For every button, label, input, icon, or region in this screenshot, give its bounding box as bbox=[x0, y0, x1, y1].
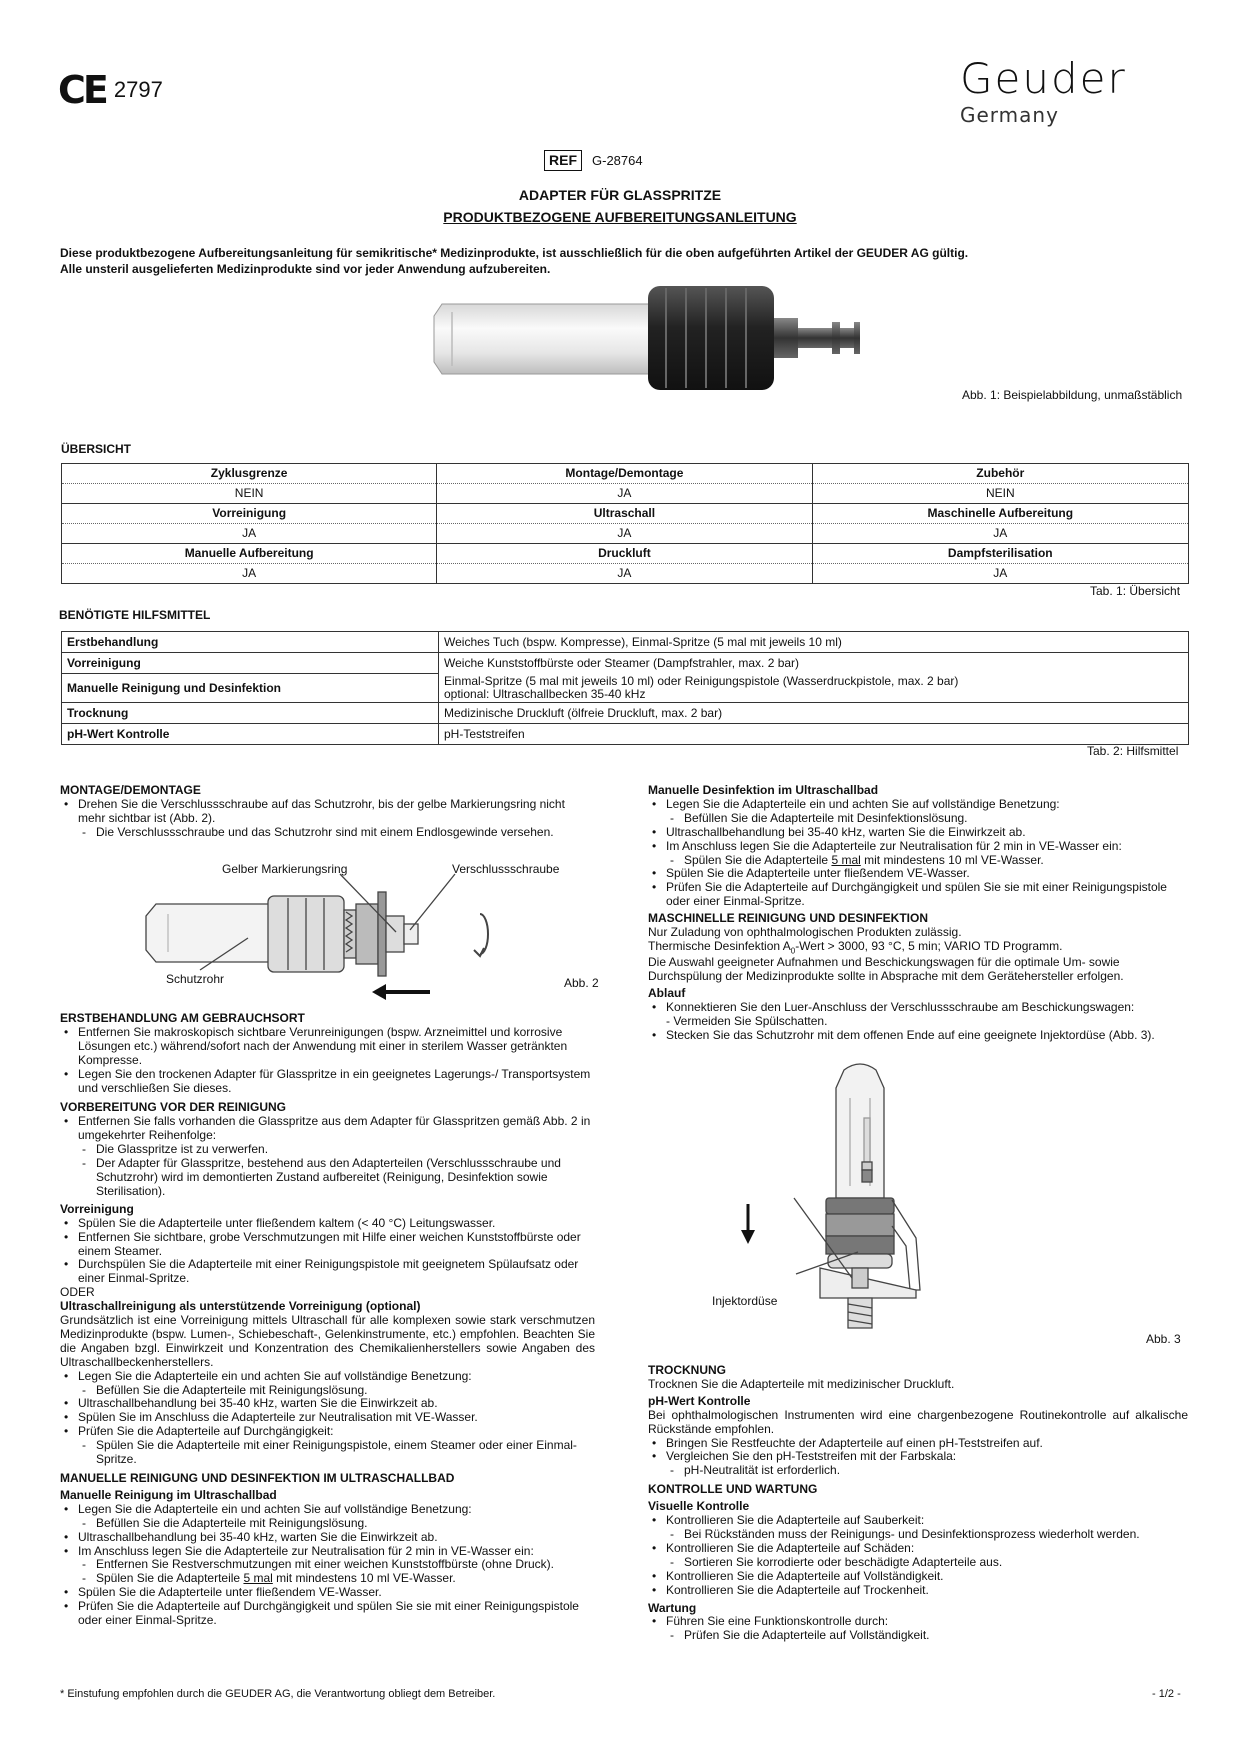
label-yellow-ring: Gelber Markierungsring bbox=[222, 862, 348, 876]
list-item: • Im Anschluss legen Sie die Adapterteile zur Neutralisation für 2 min in VE-Wasser ein: bbox=[666, 840, 1188, 854]
table-header-cell: Druckluft bbox=[437, 544, 812, 564]
list-item: - Der Adapter für Glasspritze, bestehend aus den Adapterteilen (Verschlussschraube und Schutzrohr) wird im demontierten Zustand aufbereitet (Reinigung, Desinfektion sowie Sterilisation). bbox=[78, 1157, 595, 1199]
list-item: • Konnektieren Sie den Luer-Anschluss der Verschlussschraube am Beschickungswagen: bbox=[666, 1001, 1188, 1015]
list-item: • Führen Sie eine Funktionskontrolle durch: bbox=[666, 1615, 1188, 1629]
table-cell: JA bbox=[62, 524, 437, 544]
figure-3 bbox=[712, 1058, 1190, 1348]
table-row bbox=[62, 524, 1189, 544]
list-item: • Spülen Sie die Adapterteile unter fließendem VE-Wasser. bbox=[666, 867, 1188, 881]
table-row bbox=[62, 564, 1189, 584]
overview-heading: ÜBERSICHT bbox=[61, 442, 132, 456]
list-item: • Kontrollieren Sie die Adapterteile auf Schäden: bbox=[666, 1542, 1188, 1556]
paragraph bbox=[648, 940, 1188, 956]
table-cell: Medizinische Druckluft (ölfreie Druckluft, max. 2 bar) bbox=[439, 702, 1189, 723]
subscript: 0 bbox=[790, 946, 796, 956]
document-subtitle: PRODUKTBEZOGENE AUFBEREITUNGSANLEITUNG bbox=[443, 209, 797, 225]
table-cell: JA bbox=[812, 524, 1188, 544]
list-item: • Kontrollieren Sie die Adapterteile auf Sauberkeit: bbox=[666, 1514, 1188, 1528]
list-item bbox=[78, 1572, 595, 1586]
list-item: • Spülen Sie im Anschluss die Adapterteile zur Neutralisation mit VE-Wasser. bbox=[78, 1411, 595, 1425]
section-heading: MASCHINELLE REINIGUNG UND DESINFEKTION bbox=[648, 911, 929, 926]
paragraph: Trocknen Sie die Adapterteile mit medizinischer Druckluft. bbox=[648, 1376, 955, 1391]
intro-line-2: Alle unsteril ausgelieferten Medizinprodukte sind vor jeder Anwendung aufzubereiten. bbox=[60, 261, 551, 276]
list-item: • Spülen Sie die Adapterteile unter fließendem VE-Wasser. bbox=[78, 1586, 595, 1600]
text-segment: mit mindestens 10 ml VE-Wasser. bbox=[272, 1571, 456, 1586]
page-number: - 1/2 - bbox=[1152, 1688, 1181, 1700]
text-segment: Spülen Sie die Adapterteile bbox=[684, 852, 832, 867]
subsection-heading: Visuelle Kontrolle bbox=[648, 1499, 750, 1514]
underlined-text: 5 mal bbox=[831, 852, 861, 867]
figure-3-caption: Abb. 3 bbox=[1146, 1332, 1181, 1346]
text-segment: Spülen Sie die Adapterteile bbox=[96, 1571, 244, 1586]
list-item: • Ultraschallbehandlung bei 35-40 kHz, warten Sie die Einwirkzeit ab. bbox=[666, 826, 1188, 840]
label-tube: Schutzrohr bbox=[166, 972, 225, 986]
figure-1-caption: Abb. 1: Beispielabbildung, unmaßstäblich bbox=[962, 388, 1183, 402]
list-item: • Legen Sie die Adapterteile ein und achten Sie auf vollständige Benetzung: bbox=[666, 798, 1188, 812]
subsection-heading: Manuelle Reinigung im Ultraschallbad bbox=[60, 1487, 277, 1502]
text-segment: -Wert > 3000, 93 °C, 5 min; VARIO TD Programm. bbox=[795, 938, 1063, 953]
paragraph: Die Auswahl geeigneter Aufnahmen und Beschickungswagen für die optimale Um- sowie Durchspülung der Medizinprodukte sollte in Absprache mit dem Gerätehersteller erfolgen. bbox=[648, 954, 1124, 983]
list-item: • Vergleichen Sie den pH-Teststreifen mit der Farbskala: bbox=[666, 1450, 1188, 1464]
aids-value-line: Einmal-Spritze (5 mal mit jeweils 10 ml) oder Reinigungspistole (Wasserdruckpistole, max. 2 bar) bbox=[444, 673, 959, 688]
label-screw: Verschlussschraube bbox=[452, 862, 560, 876]
ce-marking bbox=[58, 68, 163, 113]
table-cell: JA bbox=[812, 564, 1188, 584]
list-item: • Legen Sie den trockenen Adapter für Glasspritze in ein geeignetes Lagerungs-/ Transportsystem und verschließen Sie dieses. bbox=[78, 1068, 595, 1096]
list-item: - Bei Rückständen muss der Reinigungs- und Desinfektionsprozess wiederholt werden. bbox=[666, 1528, 1188, 1542]
overview-table bbox=[61, 463, 1189, 584]
table-cell: JA bbox=[437, 524, 812, 544]
table-cell: Trocknung bbox=[62, 702, 439, 723]
list-item: • Legen Sie die Adapterteile ein und achten Sie auf vollständige Benetzung: bbox=[78, 1503, 595, 1517]
table-header-cell: Maschinelle Aufbereitung bbox=[812, 504, 1188, 524]
aids-heading: BENÖTIGTE HILFSMITTEL bbox=[59, 608, 211, 622]
table-cell: Vorreinigung bbox=[62, 653, 439, 674]
table-cell: NEIN bbox=[62, 484, 437, 504]
geuder-logo bbox=[960, 54, 1127, 127]
text-segment: Thermische Desinfektion A bbox=[648, 938, 791, 953]
ce-mark: CE bbox=[58, 68, 106, 112]
list-item: • Ultraschallbehandlung bei 35-40 kHz, warten Sie die Einwirkzeit ab. bbox=[78, 1531, 595, 1545]
list-item: • Kontrollieren Sie die Adapterteile auf Vollständigkeit. bbox=[666, 1570, 1188, 1584]
list-item: • Prüfen Sie die Adapterteile auf Durchgängigkeit: bbox=[78, 1425, 595, 1439]
adapter-product-image bbox=[430, 282, 870, 392]
section-heading: MANUELLE REINIGUNG UND DESINFEKTION IM ULTRASCHALLBAD bbox=[60, 1471, 455, 1485]
intro-line-1: Diese produktbezogene Aufbereitungsanleitung für semikritische* Medizinprodukte, ist ausschließlich für die oben aufgeführten Artikel der GEUDER AG gültig. bbox=[60, 246, 969, 260]
right-column-lower bbox=[648, 1364, 1188, 1643]
intro-text bbox=[60, 246, 1190, 277]
subsection-heading: Manuelle Desinfektion im Ultraschallbad bbox=[648, 783, 879, 797]
table-header-row bbox=[62, 464, 1189, 484]
section-heading: ERSTBEHANDLUNG AM GEBRAUCHSORT bbox=[60, 1011, 305, 1025]
table-header-cell: Manuelle Aufbereitung bbox=[62, 544, 437, 564]
logo-name: Geuder bbox=[960, 54, 1127, 103]
list-item: - Entfernen Sie Restverschmutzungen mit einer weichen Kunststoffbürste (ohne Druck). bbox=[78, 1558, 595, 1572]
section-heading: VORBEREITUNG VOR DER REINIGUNG bbox=[60, 1100, 287, 1115]
footnote: * Einstufung empfohlen durch die GEUDER AG, die Verantwortung obliegt dem Betreiber. bbox=[60, 1688, 496, 1700]
list-item: • Entfernen Sie makroskopisch sichtbare Verunreinigungen (bspw. Arzneimittel und korrosive Lösungen etc.) während/sofort nach der Anwendung mit einer in sterilem Wasser getränkten Kompresse. bbox=[78, 1026, 595, 1068]
paragraph: Bei ophthalmologischen Instrumenten wird eine chargenbezogene Routinekontrolle auf alkalische Rückstände empfohlen. bbox=[648, 1407, 1188, 1436]
list-item: - Befüllen Sie die Adapterteile mit Reinigungslösung. bbox=[78, 1384, 595, 1398]
left-column bbox=[60, 784, 595, 840]
list-item: - pH-Neutralität ist erforderlich. bbox=[666, 1464, 1188, 1478]
list-item: • Drehen Sie die Verschlussschraube auf das Schutzrohr, bis der gelbe Markierungsring nicht mehr sichtbar ist (Abb. 2). bbox=[78, 798, 595, 826]
table-header-cell: Vorreinigung bbox=[62, 504, 437, 524]
table-cell: pH-Teststreifen bbox=[439, 723, 1189, 744]
document-title: ADAPTER FÜR GLASSPRITZE bbox=[518, 187, 722, 203]
table-header-row bbox=[62, 504, 1189, 524]
subsection-heading: pH-Wert Kontrolle bbox=[648, 1393, 751, 1408]
list-item: • Stecken Sie das Schutzrohr mit dem offenen Ende auf eine geeignete Injektordüse (Abb. 3). bbox=[666, 1029, 1188, 1043]
table-header-cell: Dampfsterilisation bbox=[812, 544, 1188, 564]
table-header-cell: Zubehör bbox=[812, 464, 1188, 484]
ref-number: G-28764 bbox=[592, 152, 643, 168]
table-cell: Erstbehandlung bbox=[62, 632, 439, 653]
list-item bbox=[666, 854, 1188, 868]
list-item: • Prüfen Sie die Adapterteile auf Durchgängigkeit und spülen Sie sie mit einer Reinigungspistole oder einer Einmal-Spritze. bbox=[78, 1600, 595, 1628]
table-row bbox=[62, 484, 1189, 504]
notified-body-number: 2797 bbox=[113, 77, 163, 103]
table-1-caption: Tab. 1: Übersicht bbox=[1090, 584, 1181, 598]
subsection-heading: Ultraschallreinigung als unterstützende Vorreinigung (optional) bbox=[60, 1299, 421, 1314]
list-item: - Die Verschlussschraube und das Schutzrohr sind mit einem Endlosgewinde versehen. bbox=[78, 826, 595, 840]
section-heading: TROCKNUNG bbox=[648, 1363, 726, 1377]
table-header-cell: Ultraschall bbox=[437, 504, 812, 524]
figure-2 bbox=[60, 852, 600, 1002]
ref-label: REF bbox=[544, 150, 582, 171]
table-2-caption: Tab. 2: Hilfsmittel bbox=[1087, 744, 1179, 758]
figure-2-caption: Abb. 2 bbox=[564, 976, 599, 990]
section-heading: KONTROLLE UND WARTUNG bbox=[648, 1482, 818, 1497]
text-segment: mit mindestens 10 ml VE-Wasser. bbox=[860, 852, 1044, 867]
logo-country: Germany bbox=[960, 102, 1059, 127]
list-item: - Vermeiden Sie Spülschatten. bbox=[666, 1014, 828, 1029]
list-item: - Befüllen Sie die Adapterteile mit Reinigungslösung. bbox=[78, 1517, 595, 1531]
aids-value-line: optional: Ultraschallbecken 35-40 kHz bbox=[444, 686, 646, 701]
table-cell: Weiche Kunststoffbürste oder Steamer (Dampfstrahler, max. 2 bar) bbox=[439, 653, 1189, 674]
table-cell: JA bbox=[62, 564, 437, 584]
reference bbox=[544, 150, 643, 171]
table-cell: JA bbox=[437, 564, 812, 584]
table-cell: pH-Wert Kontrolle bbox=[62, 723, 439, 744]
subsection-heading: Vorreinigung bbox=[60, 1201, 134, 1216]
table-header-cell: Montage/Demontage bbox=[437, 464, 812, 484]
aids-table bbox=[61, 631, 1189, 745]
table-header-cell: Zyklusgrenze bbox=[62, 464, 437, 484]
table-row bbox=[62, 674, 1189, 703]
table-row bbox=[62, 723, 1189, 744]
list-item: - Sortieren Sie korrodierte oder beschädigte Adapterteile aus. bbox=[666, 1556, 1188, 1570]
section-heading: MONTAGE/DEMONTAGE bbox=[60, 783, 201, 797]
list-item: • Bringen Sie Restfeuchte der Adapterteile auf einen pH-Teststreifen auf. bbox=[666, 1437, 1188, 1451]
paragraph: Nur Zuladung von ophthalmologischen Produkten zulässig. bbox=[648, 925, 962, 940]
list-item: • Kontrollieren Sie die Adapterteile auf Trockenheit. bbox=[666, 1584, 1188, 1598]
list-item: • Im Anschluss legen Sie die Adapterteile zur Neutralisation für 2 min in VE-Wasser ein: bbox=[78, 1545, 595, 1559]
table-header-row bbox=[62, 544, 1189, 564]
list-item: - Befüllen Sie die Adapterteile mit Desinfektionslösung. bbox=[666, 812, 1188, 826]
table-cell: JA bbox=[437, 484, 812, 504]
list-item: • Ultraschallbehandlung bei 35-40 kHz, warten Sie die Einwirkzeit ab. bbox=[78, 1397, 595, 1411]
list-item: • Durchspülen Sie die Adapterteile mit einer Reinigungspistole mit geeignetem Spülaufsatz oder einer Einmal-Spritze. bbox=[78, 1258, 595, 1286]
list-item: • Spülen Sie die Adapterteile unter fließendem kaltem (< 40 °C) Leitungswasser. bbox=[78, 1217, 595, 1231]
subsection-heading: Wartung bbox=[648, 1600, 697, 1615]
right-column bbox=[648, 784, 1188, 1043]
table-cell bbox=[439, 674, 1189, 703]
table-cell: Weiches Tuch (bspw. Kompresse), Einmal-Spritze (5 mal mit jeweils 10 ml) bbox=[439, 632, 1189, 653]
or-text: ODER bbox=[60, 1285, 95, 1300]
table-cell: NEIN bbox=[812, 484, 1188, 504]
list-item: - Die Glasspritze ist zu verwerfen. bbox=[78, 1143, 595, 1157]
table-cell: Manuelle Reinigung und Desinfektion bbox=[62, 674, 439, 703]
paragraph: Grundsätzlich ist eine Vorreinigung mittels Ultraschall für alle komplexen sowie stark verschmutzen Medizinprodukte (bspw. Lumen-, Schiebeschaft-, Gelenkinstrumente, etc.) empfohlen. Beachten Sie die Angaben bzgl. Einwirkzeit und Konzentration des Chemikalienherstellers sowie Angaben des Ultraschallbeckenherstellers. bbox=[60, 1313, 595, 1369]
left-column-lower bbox=[60, 1012, 595, 1628]
list-item: - Spülen Sie die Adapterteile mit einer Reinigungspistole, einem Steamer oder einer Einmal-Spritze. bbox=[78, 1439, 595, 1467]
subsection-heading: Ablauf bbox=[648, 986, 686, 1001]
table-row bbox=[62, 702, 1189, 723]
list-item: • Legen Sie die Adapterteile ein und achten Sie auf vollständige Benetzung: bbox=[78, 1370, 595, 1384]
underlined-text: 5 mal bbox=[243, 1571, 273, 1586]
table-row bbox=[62, 632, 1189, 653]
label-injector-nozzle: Injektordüse bbox=[712, 1294, 778, 1308]
list-item: • Entfernen Sie sichtbare, grobe Verschmutzungen mit Hilfe einer weichen Kunststoffbürste oder einem Steamer. bbox=[78, 1231, 595, 1259]
list-item: • Entfernen Sie falls vorhanden die Glasspritze aus dem Adapter für Glasspritzen gemäß Abb. 2 in umgekehrter Reihenfolge: bbox=[78, 1115, 595, 1143]
list-item: • Prüfen Sie die Adapterteile auf Durchgängigkeit und spülen Sie sie mit einer Reinigungspistole oder einer Einmal-Spritze. bbox=[666, 881, 1188, 909]
list-item: - Prüfen Sie die Adapterteile auf Vollständigkeit. bbox=[666, 1629, 1188, 1643]
table-row bbox=[62, 653, 1189, 674]
